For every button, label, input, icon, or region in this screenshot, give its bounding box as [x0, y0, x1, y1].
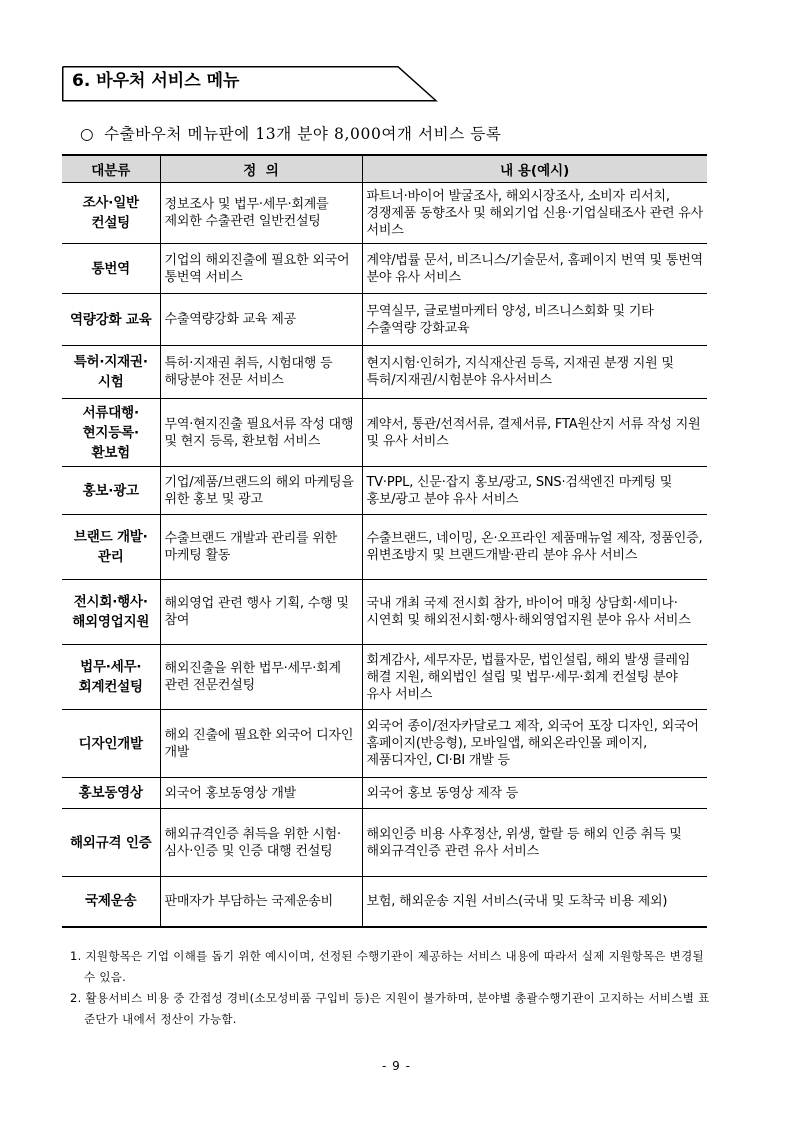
row-content: 수출브랜드, 네이밍, 온·오프라인 제품매뉴얼 제작, 정품인증, 위변조방지 및 브랜드개발·관리 분야 유사 서비스: [362, 515, 707, 580]
table-row: [62, 294, 707, 346]
row-category: 디자인개발: [62, 710, 160, 778]
row-category: 전시회·행사· 해외영업지원: [62, 580, 160, 645]
row-category: 국제운송: [62, 877, 160, 927]
table-row: [62, 346, 707, 399]
row-definition: 수출역량강화 교육 제공: [160, 294, 362, 346]
page-number: - 9 -: [382, 1059, 411, 1073]
row-content: 국내 개최 국제 전시회 참가, 바이어 매칭 상담회·세미나·시연회 및 해외전시회·행사·해외영업지원 분야 유사 서비스: [362, 580, 707, 645]
footnote-2: 2. 활용서비스 비용 중 간접성 경비(소모성비품 구입비 등)은 지원이 불가하며, 분야별 총괄수행기관이 고지하는 서비스별 표준단가 내에서 정산이 가능함.: [70, 991, 710, 1026]
row-content: 회계감사, 세무자문, 법률자문, 법인설립, 해외 발생 클레임 해결 지원, 해외법인 설립 및 법무·세무·회계 컨설팅 분야 유사 서비스: [362, 645, 707, 710]
service-menu-table: [62, 154, 707, 928]
table-row: [62, 580, 707, 645]
section-title: 6. 바우처 서비스 메뉴: [72, 71, 240, 91]
header-category: 대분류: [62, 155, 160, 183]
intro-bullet: [80, 122, 501, 144]
row-definition: 해외규격인증 취득을 위한 시험·심사·인증 및 인증 대행 컨설팅: [160, 809, 362, 877]
row-content: 해외인증 비용 사후정산, 위생, 할랄 등 해외 인증 취득 및 해외규격인증 관련 유사 서비스: [362, 809, 707, 877]
table-row: [62, 778, 707, 809]
row-content: 현지시험·인허가, 지식재산권 등록, 지재권 분쟁 지원 및 특허/지재권/시험분야 유사서비스: [362, 346, 707, 399]
footnote-1: 1. 지원항목은 기업 이해를 돕기 위한 예시이며, 선정된 수행기관이 제공하는 서비스 내용에 따라서 실제 지원항목은 변경될 수 있음.: [70, 949, 704, 984]
table-row: [62, 183, 707, 244]
bullet-mark: ○: [80, 125, 95, 143]
row-definition: 수출브랜드 개발과 관리를 위한 마케팅 활동: [160, 515, 362, 580]
row-definition: 정보조사 및 법무·세무·회계를 제외한 수출관련 일반컨설팅: [160, 183, 362, 244]
row-definition: 무역·현지진출 필요서류 작성 대행 및 현지 등록, 환보험 서비스: [160, 399, 362, 467]
row-category: 조사·일반 컨설팅: [62, 183, 160, 244]
row-definition: 판매자가 부담하는 국제운송비: [160, 877, 362, 927]
row-content: TV·PPL, 신문·잡지 홍보/광고, SNS·검색엔진 마케팅 및 홍보/광고 분야 유사 서비스: [362, 467, 707, 515]
row-category: 법무·세무· 회계컨설팅: [62, 645, 160, 710]
row-definition: 기업/제품/브랜드의 해외 마케팅을 위한 홍보 및 광고: [160, 467, 362, 515]
footnotes: [62, 946, 710, 1030]
row-category: 홍보동영상: [62, 778, 160, 809]
row-category: 특허·지재권· 시험: [62, 346, 160, 399]
row-category: 역량강화 교육: [62, 294, 160, 346]
table-row: [62, 877, 707, 927]
row-category: 브랜드 개발·관리: [62, 515, 160, 580]
table-header-row: [62, 155, 707, 183]
table-row: [62, 467, 707, 515]
row-definition: 해외진출을 위한 법무·세무·회계 관련 전문컨설팅: [160, 645, 362, 710]
intro-text: 수출바우처 메뉴판에 13개 분야 8,000여개 서비스 등록: [104, 125, 502, 143]
row-content: 보험, 해외운송 지원 서비스(국내 및 도착국 비용 제외): [362, 877, 707, 927]
table-row: [62, 809, 707, 877]
row-definition: 특허·지재권 취득, 시험대행 등 해당분야 전문 서비스: [160, 346, 362, 399]
row-category: 서류대행· 현지등록· 환보험: [62, 399, 160, 467]
row-content: 파트너·바이어 발굴조사, 해외시장조사, 소비자 리서치, 경쟁제품 동향조사 및 해외기업 신용·기업실태조사 관련 유사 서비스: [362, 183, 707, 244]
table-row: [62, 399, 707, 467]
row-content: 무역실무, 글로벌마케터 양성, 비즈니스회화 및 기타 수출역량 강화교육: [362, 294, 707, 346]
row-content: 외국어 홍보 동영상 제작 등: [362, 778, 707, 809]
table-row: [62, 244, 707, 294]
row-definition: 기업의 해외진출에 필요한 외국어 통번역 서비스: [160, 244, 362, 294]
row-definition: 외국어 홍보동영상 개발: [160, 778, 362, 809]
row-content: 계약서, 통관/선적서류, 결제서류, FTA원산지 서류 작성 지원 및 유사 서비스: [362, 399, 707, 467]
row-category: 해외규격 인증: [62, 809, 160, 877]
table-row: [62, 645, 707, 710]
row-definition: 해외영업 관련 행사 기획, 수행 및 참여: [160, 580, 362, 645]
row-definition: 해외 진출에 필요한 외국어 디자인 개발: [160, 710, 362, 778]
header-definition: 정 의: [160, 155, 362, 183]
row-content: 계약/법률 문서, 비즈니스/기술문서, 홈페이지 번역 및 통번역 분야 유사 서비스: [362, 244, 707, 294]
row-category: 통번역: [62, 244, 160, 294]
row-content: 외국어 종이/전자카달로그 제작, 외국어 포장 디자인, 외국어 홈페이지(반응형), 모바일앱, 해외온라인몰 페이지, 제품디자인, CI·BI 개발 등: [362, 710, 707, 778]
row-category: 홍보·광고: [62, 467, 160, 515]
header-content: 내 용(예시): [362, 155, 707, 183]
table-row: [62, 515, 707, 580]
table-row: [62, 710, 707, 778]
